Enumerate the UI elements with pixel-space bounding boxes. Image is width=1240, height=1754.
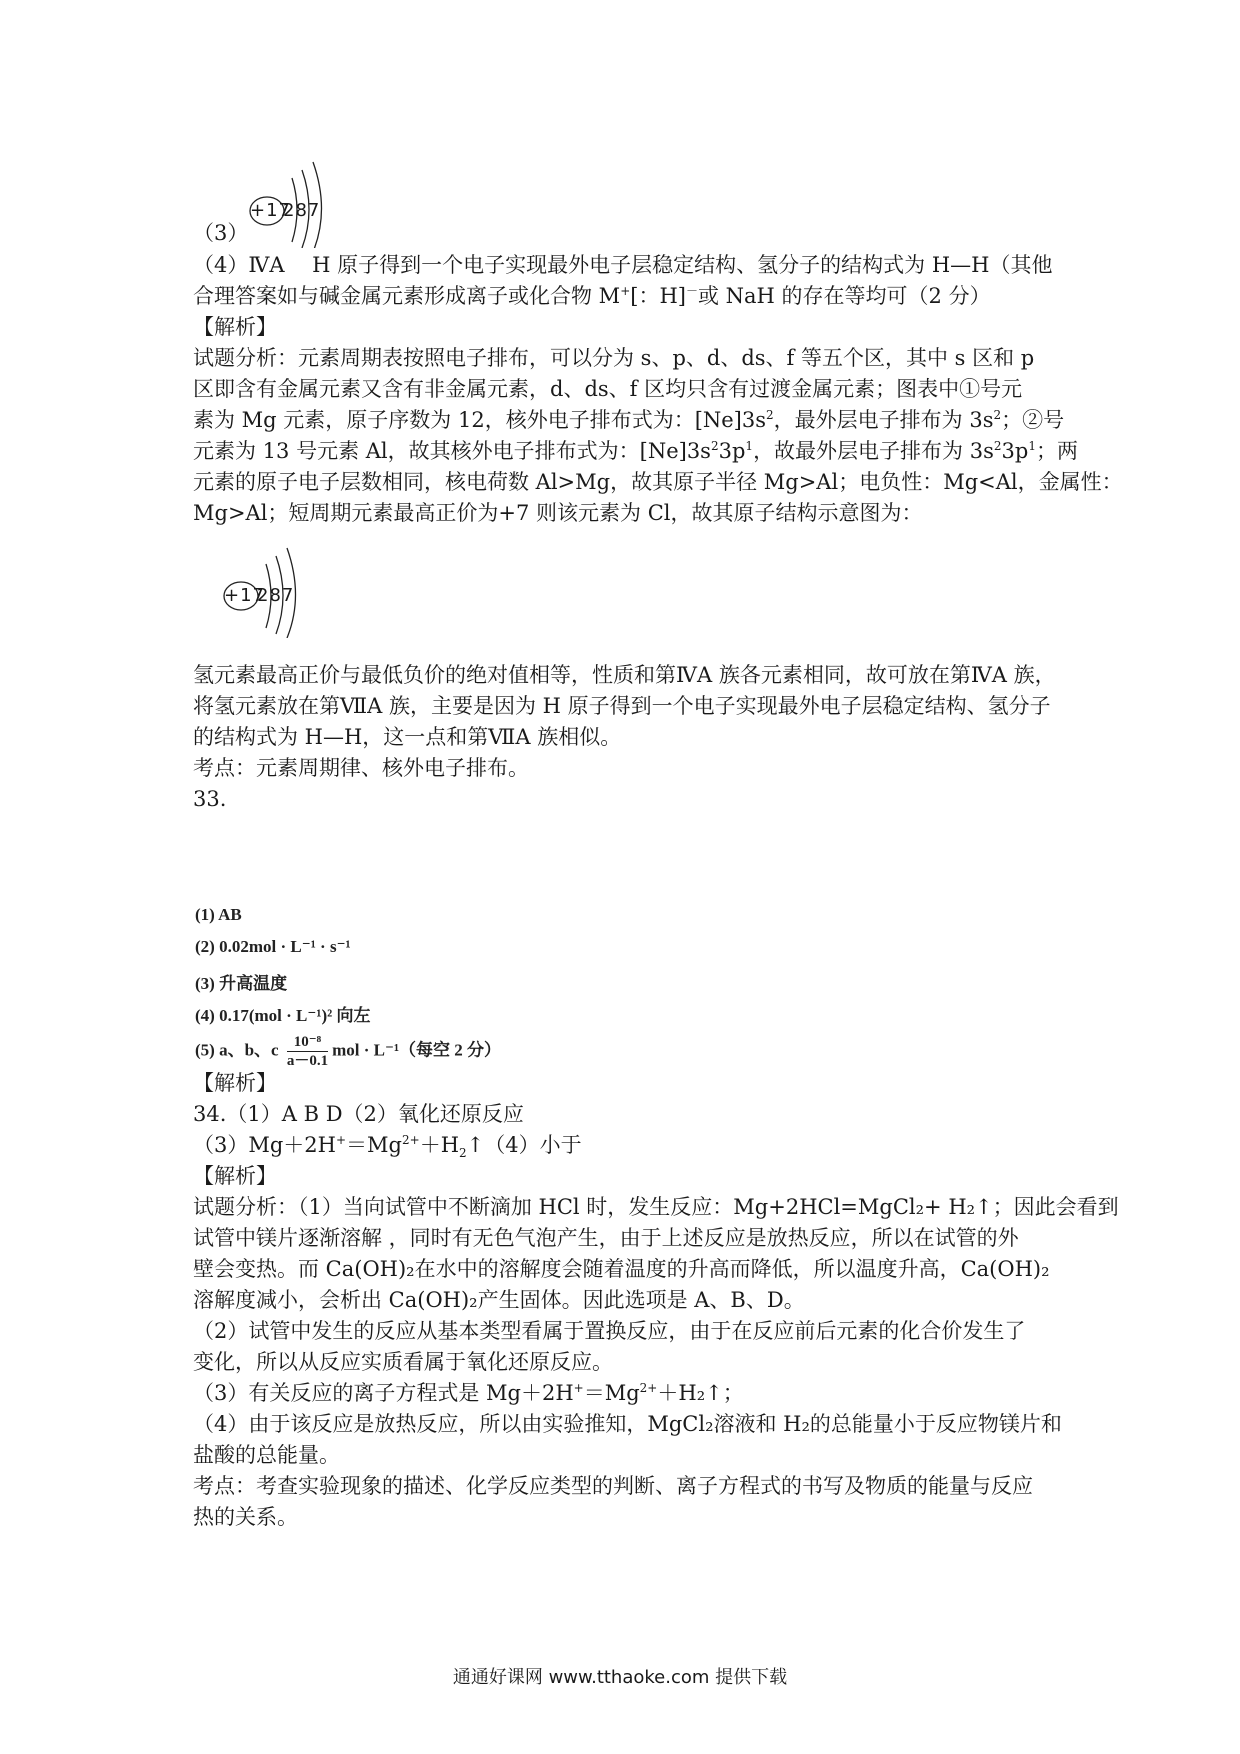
analysis-line: 区即含有金属元素又含有非金属元素，d、ds、f 区均只含有过渡金属元素；图表中①号元 xyxy=(193,377,1023,401)
nucleus-charge: +17 xyxy=(250,200,291,221)
question-34-line-1: 34.（1）A B D（2）氧化还原反应 xyxy=(193,1102,524,1126)
nucleus-charge: +17 xyxy=(224,585,265,606)
analysis-line: 试管中镁片逐渐溶解 ，同时有无色气泡产生，由于上述反应是放热反应，所以在试管的外 xyxy=(193,1226,1019,1250)
page-footer: 通通好课网 www.tthaoke.com 提供下载 xyxy=(452,1667,788,1688)
question-34-line-2: $(3)Mg+2H^+=Mg^{2+}+H_2↑(4)$小于 xyxy=(193,1133,582,1161)
key-points: 考点：元素周期律、核外电子排布。 xyxy=(193,756,529,780)
analysis-line: 变化，所以从反应实质看属于氧化还原反应。 xyxy=(193,1350,613,1374)
analysis-line: 素为 Mg 元素，原子序数为 12，核外电子排布式为：$[Ne]3s^2$，最外层电子排布为 $3s^2$；②号 xyxy=(193,408,1065,432)
analysis-line: 的结构式为 H—H，这一点和第ⅦA 族相似。 xyxy=(193,725,622,749)
analysis-line: 元素的原子电子层数相同，核电荷数 Al>Mg，故其原子半径 Mg>Al；电负性：Mg<Al，金属性： xyxy=(193,470,1123,494)
key-points: 热的关系。 xyxy=(193,1505,298,1529)
answer-row: (2) 0.02mol · L⁻¹ · s⁻¹ xyxy=(195,937,351,956)
answer-row: (1) AB xyxy=(195,905,242,924)
atom-structure-diagram-2 xyxy=(218,538,358,638)
analysis-heading: 【解析】 xyxy=(193,1071,277,1095)
analysis-line: （4）由于该反应是放热反应，所以由实验推知，MgCl₂溶液和 H₂的总能量小于反应物镁片和 xyxy=(193,1412,1062,1436)
analysis-line: 试题分析：元素周期表按照电子排布，可以分为 s、p、d、ds、f 等五个区，其中 s 区和 p xyxy=(193,346,1035,370)
answer-4-line-2: 合理答案如与碱金属元素形成离子或化合物 M+[：H]－或 NaH 的存在等均可（2 分） xyxy=(193,284,991,308)
analysis-heading: 【解析】 xyxy=(193,1164,277,1188)
shell-electrons: 287 xyxy=(283,200,321,221)
question-33-number: 33. xyxy=(193,787,227,811)
analysis-line: 氢元素最高正价与最低负价的绝对值相等，性质和第ⅣA 族各元素相同，故可放在第ⅣA 族， xyxy=(193,663,1056,687)
analysis-heading: 【解析】 xyxy=(193,315,277,339)
fraction: $\frac{\text{10⁻⁸}}{a-0.1}$ xyxy=(286,1034,329,1069)
answer-4-line-1: （4）ⅣA H 原子得到一个电子实现最外电子层稳定结构、氢分子的结构式为 H—H（其他 xyxy=(193,253,1053,277)
analysis-line: Mg>Al；短周期元素最高正价为+7 则该元素为 Cl，故其原子结构示意图为： xyxy=(193,501,923,525)
analysis-line: 壁会变热。而 Ca(OH)₂在水中的溶解度会随着温度的升高而降低，所以温度升高，Ca(OH)₂ xyxy=(193,1257,1050,1281)
key-points: 考点：考查实验现象的描述、化学反应类型的判断、离子方程式的书写及物质的能量与反应 xyxy=(193,1474,1033,1498)
analysis-line: 将氢元素放在第ⅦA 族，主要是因为 H 原子得到一个电子实现最外电子层稳定结构、氢分子 xyxy=(193,694,1051,718)
answer-3-label: （3） xyxy=(193,221,249,245)
answer-row: (3) 升高温度 xyxy=(195,974,288,993)
shell-electrons: 287 xyxy=(257,585,295,606)
analysis-line: 溶解度减小，会析出 Ca(OH)₂产生固体。因此选项是 A、B、D。 xyxy=(193,1288,805,1312)
analysis-line: 盐酸的总能量。 xyxy=(193,1443,340,1467)
analysis-line: （3）有关反应的离子方程式是 $Mg+2H^+=Mg^{2+}+H_2↑$； xyxy=(193,1381,744,1405)
answer-row: (5) a、b、c $\frac{\text{10⁻⁸}}{a-0.1}$ mol · L⁻¹（每空 2 分） xyxy=(195,1034,502,1069)
analysis-line: 元素为 13 号元素 Al，故其核外电子排布式为：$[Ne]3s^23p^1$，故最外层电子排布为 $3s^23p^1$；两 xyxy=(193,439,1078,463)
answer-row: (4) 0.17(mol · L⁻¹)² 向左 xyxy=(195,1006,371,1025)
analysis-line: 试题分析：（1）当向试管中不断滴加 HCl 时，发生反应：Mg+2HCl=MgCl₂+ H₂↑；因此会看到 xyxy=(193,1195,1119,1219)
analysis-line: （2）试管中发生的反应从基本类型看属于置换反应，由于在反应前后元素的化合价发生了 xyxy=(193,1319,1026,1343)
